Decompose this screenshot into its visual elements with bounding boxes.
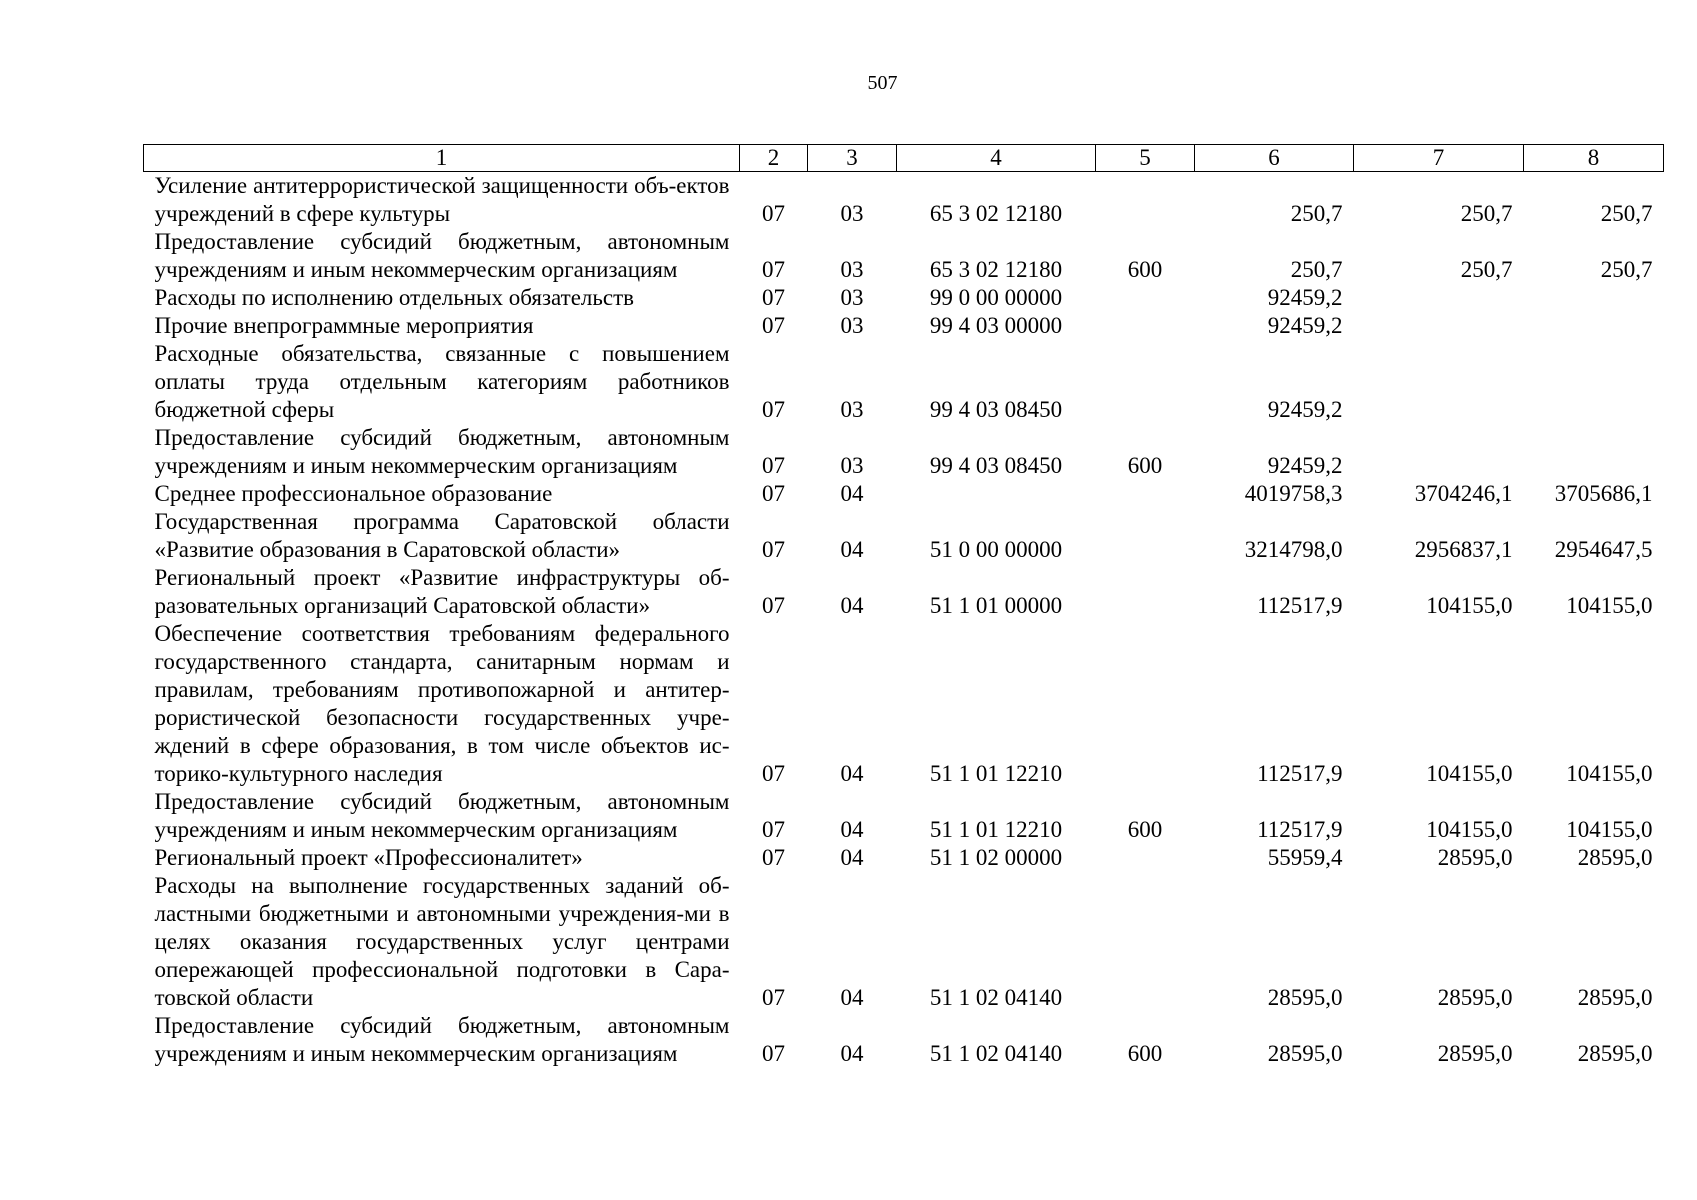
amount-col-8 [1524,424,1664,480]
expense-type-code: 600 [1127,257,1163,282]
row-name: Расходные обязательства, связанные с повышением оплаты труда отдельным категориям работников бюджетной сферы [154,341,730,422]
amount-col-8: 104155,0 [1566,593,1653,618]
subsection-code: 04 [840,537,864,562]
subsection-code: 03 [840,313,864,338]
row-name: Региональный проект «Развитие инфраструктуры об-разовательных организаций Саратовской области» [154,565,730,618]
amount-col-7: 28595,0 [1437,985,1513,1010]
amount-col-6: 92459,2 [1267,453,1343,478]
amount-col-7: 250,7 [1460,257,1513,282]
subsection-code: 03 [840,453,864,478]
amount-col-6: 250,7 [1290,257,1343,282]
column-header-3: 3 [808,145,897,172]
amount-col-8 [1524,312,1664,340]
amount-col-7: 104155,0 [1426,593,1513,618]
expense-type-code: 600 [1127,1041,1163,1066]
subsection-code: 03 [840,397,864,422]
amount-col-6: 55959,4 [1267,845,1343,870]
section-code: 07 [762,985,785,1010]
subsection-code: 03 [840,285,864,310]
amount-col-6: 112517,9 [1257,817,1343,842]
subsection-code: 04 [840,593,864,618]
header-row [144,145,1664,172]
amount-col-7: 2956837,1 [1414,537,1513,562]
section-code: 07 [762,817,785,842]
section-code: 07 [762,845,785,870]
amount-col-6: 92459,2 [1267,313,1343,338]
expense-type-code [1096,312,1195,340]
section-code: 07 [762,313,785,338]
amount-col-8: 104155,0 [1566,817,1653,842]
expense-type-code [1096,620,1195,788]
table-row [144,172,1664,229]
row-name: Государственная программа Саратовской области «Развитие образования в Саратовской области» [154,509,730,562]
subsection-code: 03 [840,201,864,226]
amount-col-8: 104155,0 [1566,761,1653,786]
row-name: Предоставление субсидий бюджетным, автономным учреждениям и иным некоммерческим организациям [154,789,730,842]
subsection-code: 03 [840,257,864,282]
row-name: Предоставление субсидий бюджетным, автономным учреждениям и иным некоммерческим организациям [154,1013,730,1066]
expense-type-code [1096,508,1195,564]
amount-col-7: 28595,0 [1437,845,1513,870]
table-row [144,844,1664,872]
expense-type-code [1096,340,1195,424]
column-header-4: 4 [897,145,1096,172]
row-name: Усиление антитеррористической защищенности объ-ектов учреждений в сфере культуры [154,173,730,226]
amount-col-7: 250,7 [1460,201,1513,226]
expense-type-code [1096,480,1195,508]
row-name: Среднее профессиональное образование [154,481,553,506]
amount-col-8 [1524,284,1664,312]
amount-col-6: 4019758,3 [1244,481,1343,506]
section-code: 07 [762,397,785,422]
subsection-code: 04 [840,817,864,842]
section-code: 07 [762,257,785,282]
amount-col-7: 3704246,1 [1414,481,1513,506]
amount-col-6: 112517,9 [1257,761,1343,786]
row-name: Расходы по исполнению отдельных обязательств [154,285,634,310]
amount-col-7: 104155,0 [1426,761,1513,786]
table-row [144,480,1664,508]
subsection-code: 04 [840,481,864,506]
table-row [144,620,1664,788]
amount-col-7 [1354,284,1524,312]
target-article-code: 99 4 03 08450 [929,397,1063,422]
target-article-code: 99 4 03 00000 [929,313,1063,338]
amount-col-6: 28595,0 [1267,1041,1343,1066]
expense-type-code [1096,284,1195,312]
amount-col-8: 3705686,1 [1554,481,1653,506]
target-article-code: 51 1 02 04140 [929,985,1063,1010]
amount-col-8: 28595,0 [1577,845,1653,870]
amount-col-6: 92459,2 [1267,285,1343,310]
target-article-code: 65 3 02 12180 [929,201,1063,226]
target-article-code: 51 1 01 00000 [929,593,1063,618]
expense-type-code [1096,872,1195,1012]
amount-col-7: 104155,0 [1426,817,1513,842]
section-code: 07 [762,593,785,618]
budget-table [143,144,1664,1068]
column-header-6: 6 [1195,145,1354,172]
row-name: Предоставление субсидий бюджетным, автономным учреждениям и иным некоммерческим организациям [154,425,730,478]
amount-col-7 [1354,340,1524,424]
column-header-8: 8 [1524,145,1664,172]
amount-col-6: 250,7 [1290,201,1343,226]
row-name: Обеспечение соответствия требованиям федерального государственного стандарта, санитарным нормам и правилам, требованиям противопожарной и антитер-рористической безопасности государственных учре-ждений в сфере образования, в том числе объектов ис-торико-культурного наследия [154,621,730,786]
section-code: 07 [762,453,785,478]
table-row [144,788,1664,844]
section-code: 07 [762,1041,785,1066]
target-article-code: 65 3 02 12180 [929,257,1063,282]
table-row [144,312,1664,340]
expense-type-code [1096,564,1195,620]
table-row [144,424,1664,480]
table-row [144,564,1664,620]
row-name: Региональный проект «Профессионалитет» [154,845,583,870]
expense-type-code: 600 [1127,453,1163,478]
subsection-code: 04 [840,1041,864,1066]
target-article-code: 99 4 03 08450 [929,453,1063,478]
amount-col-7: 28595,0 [1437,1041,1513,1066]
amount-col-8 [1524,340,1664,424]
target-article-code: 51 0 00 00000 [929,537,1063,562]
expense-type-code [1096,172,1195,229]
section-code: 07 [762,761,785,786]
table-row [144,340,1664,424]
section-code: 07 [762,537,785,562]
amount-col-8: 250,7 [1600,257,1653,282]
target-article-code: 51 1 02 00000 [929,845,1063,870]
column-header-1: 1 [144,145,740,172]
amount-col-7 [1354,312,1524,340]
expense-type-code [1096,844,1195,872]
table-header [144,145,1664,172]
target-article-code: 51 1 01 12210 [929,817,1063,842]
section-code: 07 [762,481,785,506]
column-header-7: 7 [1354,145,1524,172]
subsection-code: 04 [840,761,864,786]
table-row [144,228,1664,284]
table-row [144,284,1664,312]
amount-col-7 [1354,424,1524,480]
table-row [144,508,1664,564]
column-header-5: 5 [1096,145,1195,172]
row-name: Прочие внепрограммные мероприятия [154,313,534,338]
target-article-code [897,480,1096,508]
section-code: 07 [762,285,785,310]
amount-col-8: 28595,0 [1577,1041,1653,1066]
table-row [144,1012,1664,1068]
amount-col-8: 28595,0 [1577,985,1653,1010]
subsection-code: 04 [840,985,864,1010]
target-article-code: 99 0 00 00000 [929,285,1063,310]
amount-col-6: 112517,9 [1257,593,1343,618]
table-row [144,872,1664,1012]
expense-type-code: 600 [1127,817,1163,842]
row-name: Предоставление субсидий бюджетным, автономным учреждениям и иным некоммерческим организациям [154,229,730,282]
table-body [144,172,1664,1069]
subsection-code: 04 [840,845,864,870]
column-header-2: 2 [740,145,808,172]
page-number: 507 [867,72,898,94]
amount-col-6: 3214798,0 [1244,537,1343,562]
amount-col-6: 92459,2 [1267,397,1343,422]
target-article-code: 51 1 02 04140 [929,1041,1063,1066]
section-code: 07 [762,201,785,226]
target-article-code: 51 1 01 12210 [929,761,1063,786]
row-name: Расходы на выполнение государственных заданий об-ластными бюджетными и автономными учреждения-ми в целях оказания государственных услуг центрами опережающей профессиональной подготовки в Сара-товской области [154,873,730,1010]
amount-col-8: 2954647,5 [1554,537,1653,562]
amount-col-6: 28595,0 [1267,985,1343,1010]
amount-col-8: 250,7 [1600,201,1653,226]
